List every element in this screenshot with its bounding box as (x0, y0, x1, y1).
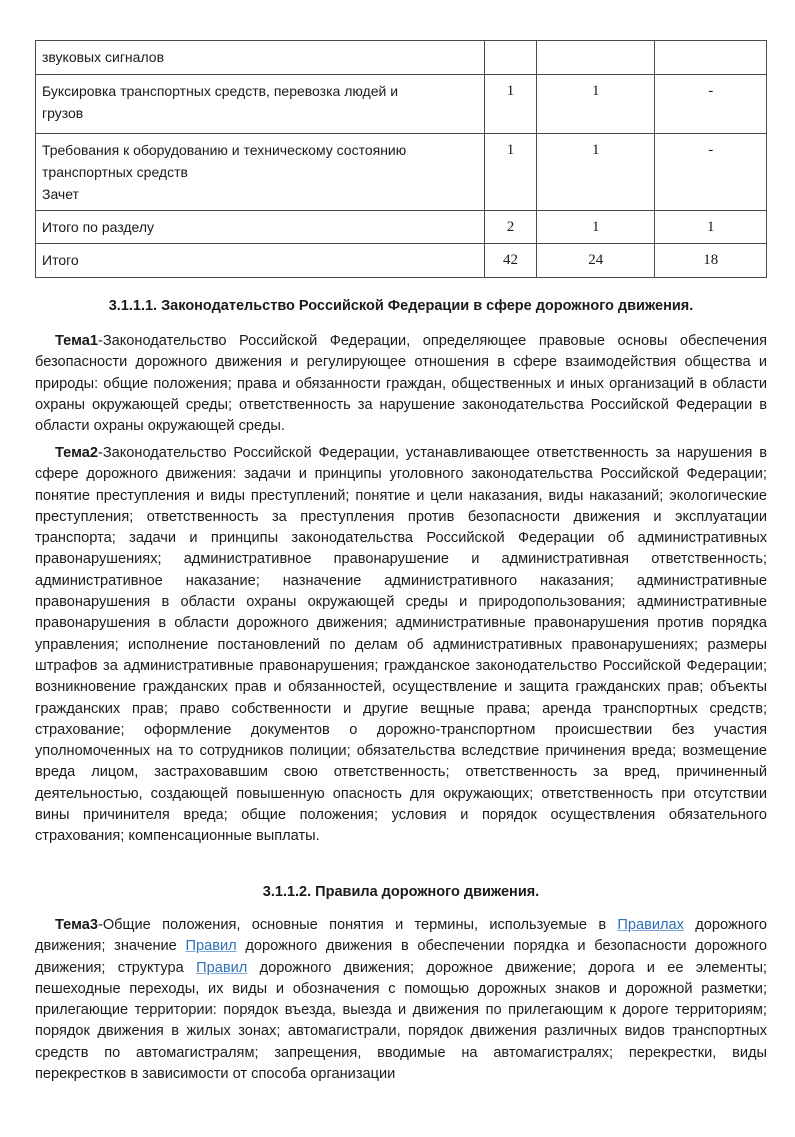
topic-2-paragraph (35, 443, 767, 848)
curriculum-table (35, 40, 767, 278)
hours-theory-cell: 24 (536, 244, 654, 278)
rules-link[interactable]: Правил (196, 959, 248, 976)
hours-theory-cell: 1 (536, 211, 654, 244)
table-row-grand-total (36, 244, 767, 278)
topic-3-paragraph: Тема3-Общие положения, основные понятия и термины, используемые в Правилах дорожного движения; значение Правил дорожного движения в обеспечении порядка и безопасности дорожного движения; структура Правил дорожного движения; дорожное движение; дорога и ее элементы; пешеходные переходы, их виды и обозначения с помощью дорожных знаков и дорожной разметки; прилегающие территории: порядок въезда, выезда и движения по прилегающим к дороге территориям; порядок движения в жилых зонах; автомагистрали, порядок движения различных видов транспортных средств по автомагистралям; запрещения, вводимые на автомагистралях; перекрестки, виды перекрестков в зависимости от способа организации (35, 917, 768, 1083)
topic-text: -Законодательство Российской Федерации, устанавливающее ответственность за нарушения в сфере дорожного движения: задачи и принципы уголовного законодательства Российской Федерации; понятие преступления и виды преступлений; понятие и цели наказания, виды наказаний; экологические преступления; ответственность за преступления против безопасности движения и эксплуатации транспорта; задачи и принципы законодательства Российской Федерации об административных правонарушениях; административное правонарушение и административная ответственность; административное наказание; назначение административного наказания; административные правонарушения в области охраны окружающей среды и природопользования; административные правонарушения в области дорожного движения; административные правонарушения против порядка управления; исполнение постановлений по делам об административных правонарушениях; размеры штрафов за административные правонарушения; гражданское законодательство Российской Федерации; возникновение гражданских прав и обязанностей, осуществление и защита гражданских прав; объекты гражданских прав; право собственности и другие вещные права; аренда транспортных средств; страхование; оформление документов о дорожно-транспортном происшествии без участия уполномоченных на то сотрудников полиции; обязательства вследствие причинения вреда; возмещение вреда лицом, застраховавшим свою ответственность; ответственность за вред, причиненный деятельностью, создающей повышенную опасность для окружающих; ответственность при отсутствии вины причинителя вреда; общие положения; условия и порядок осуществления обязательного страхования; компенсационные выплаты. (35, 445, 767, 845)
hours-total-cell (485, 41, 537, 75)
section-heading-legislation: 3.1.1.1. Законодательство Российской Федерации в сфере дорожного движения. (108, 298, 694, 314)
topic-name-cell: Итого (36, 244, 485, 278)
table-row (36, 75, 767, 134)
hours-theory-cell: 1 (536, 75, 654, 134)
section-heading-traffic-rules: 3.1.1.2. Правила дорожного движения. (262, 884, 540, 900)
topic-name-cell: Буксировка транспортных средств, перевозка людей и грузов (36, 75, 485, 134)
topic-label: Тема3 (55, 917, 98, 933)
topic-name-cell: Итого по разделу (36, 211, 485, 244)
rules-link[interactable]: Правилах (617, 917, 684, 933)
rules-link[interactable]: Правил (185, 938, 237, 955)
topic-name-cell: Требования к оборудованию и техническому состоянию транспортных средств Зачет (36, 134, 485, 211)
hours-theory-cell: 1 (536, 134, 654, 211)
topic-text: -Законодательство Российской Федерации, определяющее правовые основы обеспечения безопасности дорожного движения и регулирующее отношения в сфере взаимодействия общества и природы: общие положения; права и обязанности граждан, общественных и иных организаций в области охраны окружающей среды; ответственность за нарушение законодательства Российской Федерации в области охраны окружающей среды. (35, 333, 767, 435)
table-row (36, 41, 767, 75)
topic-label: Тема1 (55, 333, 98, 349)
table-row-section-total (36, 211, 767, 244)
hours-total-cell: 1 (485, 134, 537, 211)
hours-total-cell: 1 (485, 75, 537, 134)
hours-total-cell: 2 (485, 211, 537, 244)
hours-practice-cell: 18 (655, 244, 767, 278)
hours-practice-cell: - (655, 75, 767, 134)
table-row (36, 134, 767, 211)
hours-practice-cell: - (655, 134, 767, 211)
hours-theory-cell (536, 41, 654, 75)
hours-practice-cell: 1 (655, 211, 767, 244)
topic-label: Тема2 (55, 445, 98, 461)
topic-name-cell: звуковых сигналов (36, 41, 485, 75)
topic-1-paragraph (35, 331, 767, 437)
hours-practice-cell (655, 41, 767, 75)
hours-total-cell: 42 (485, 244, 537, 278)
